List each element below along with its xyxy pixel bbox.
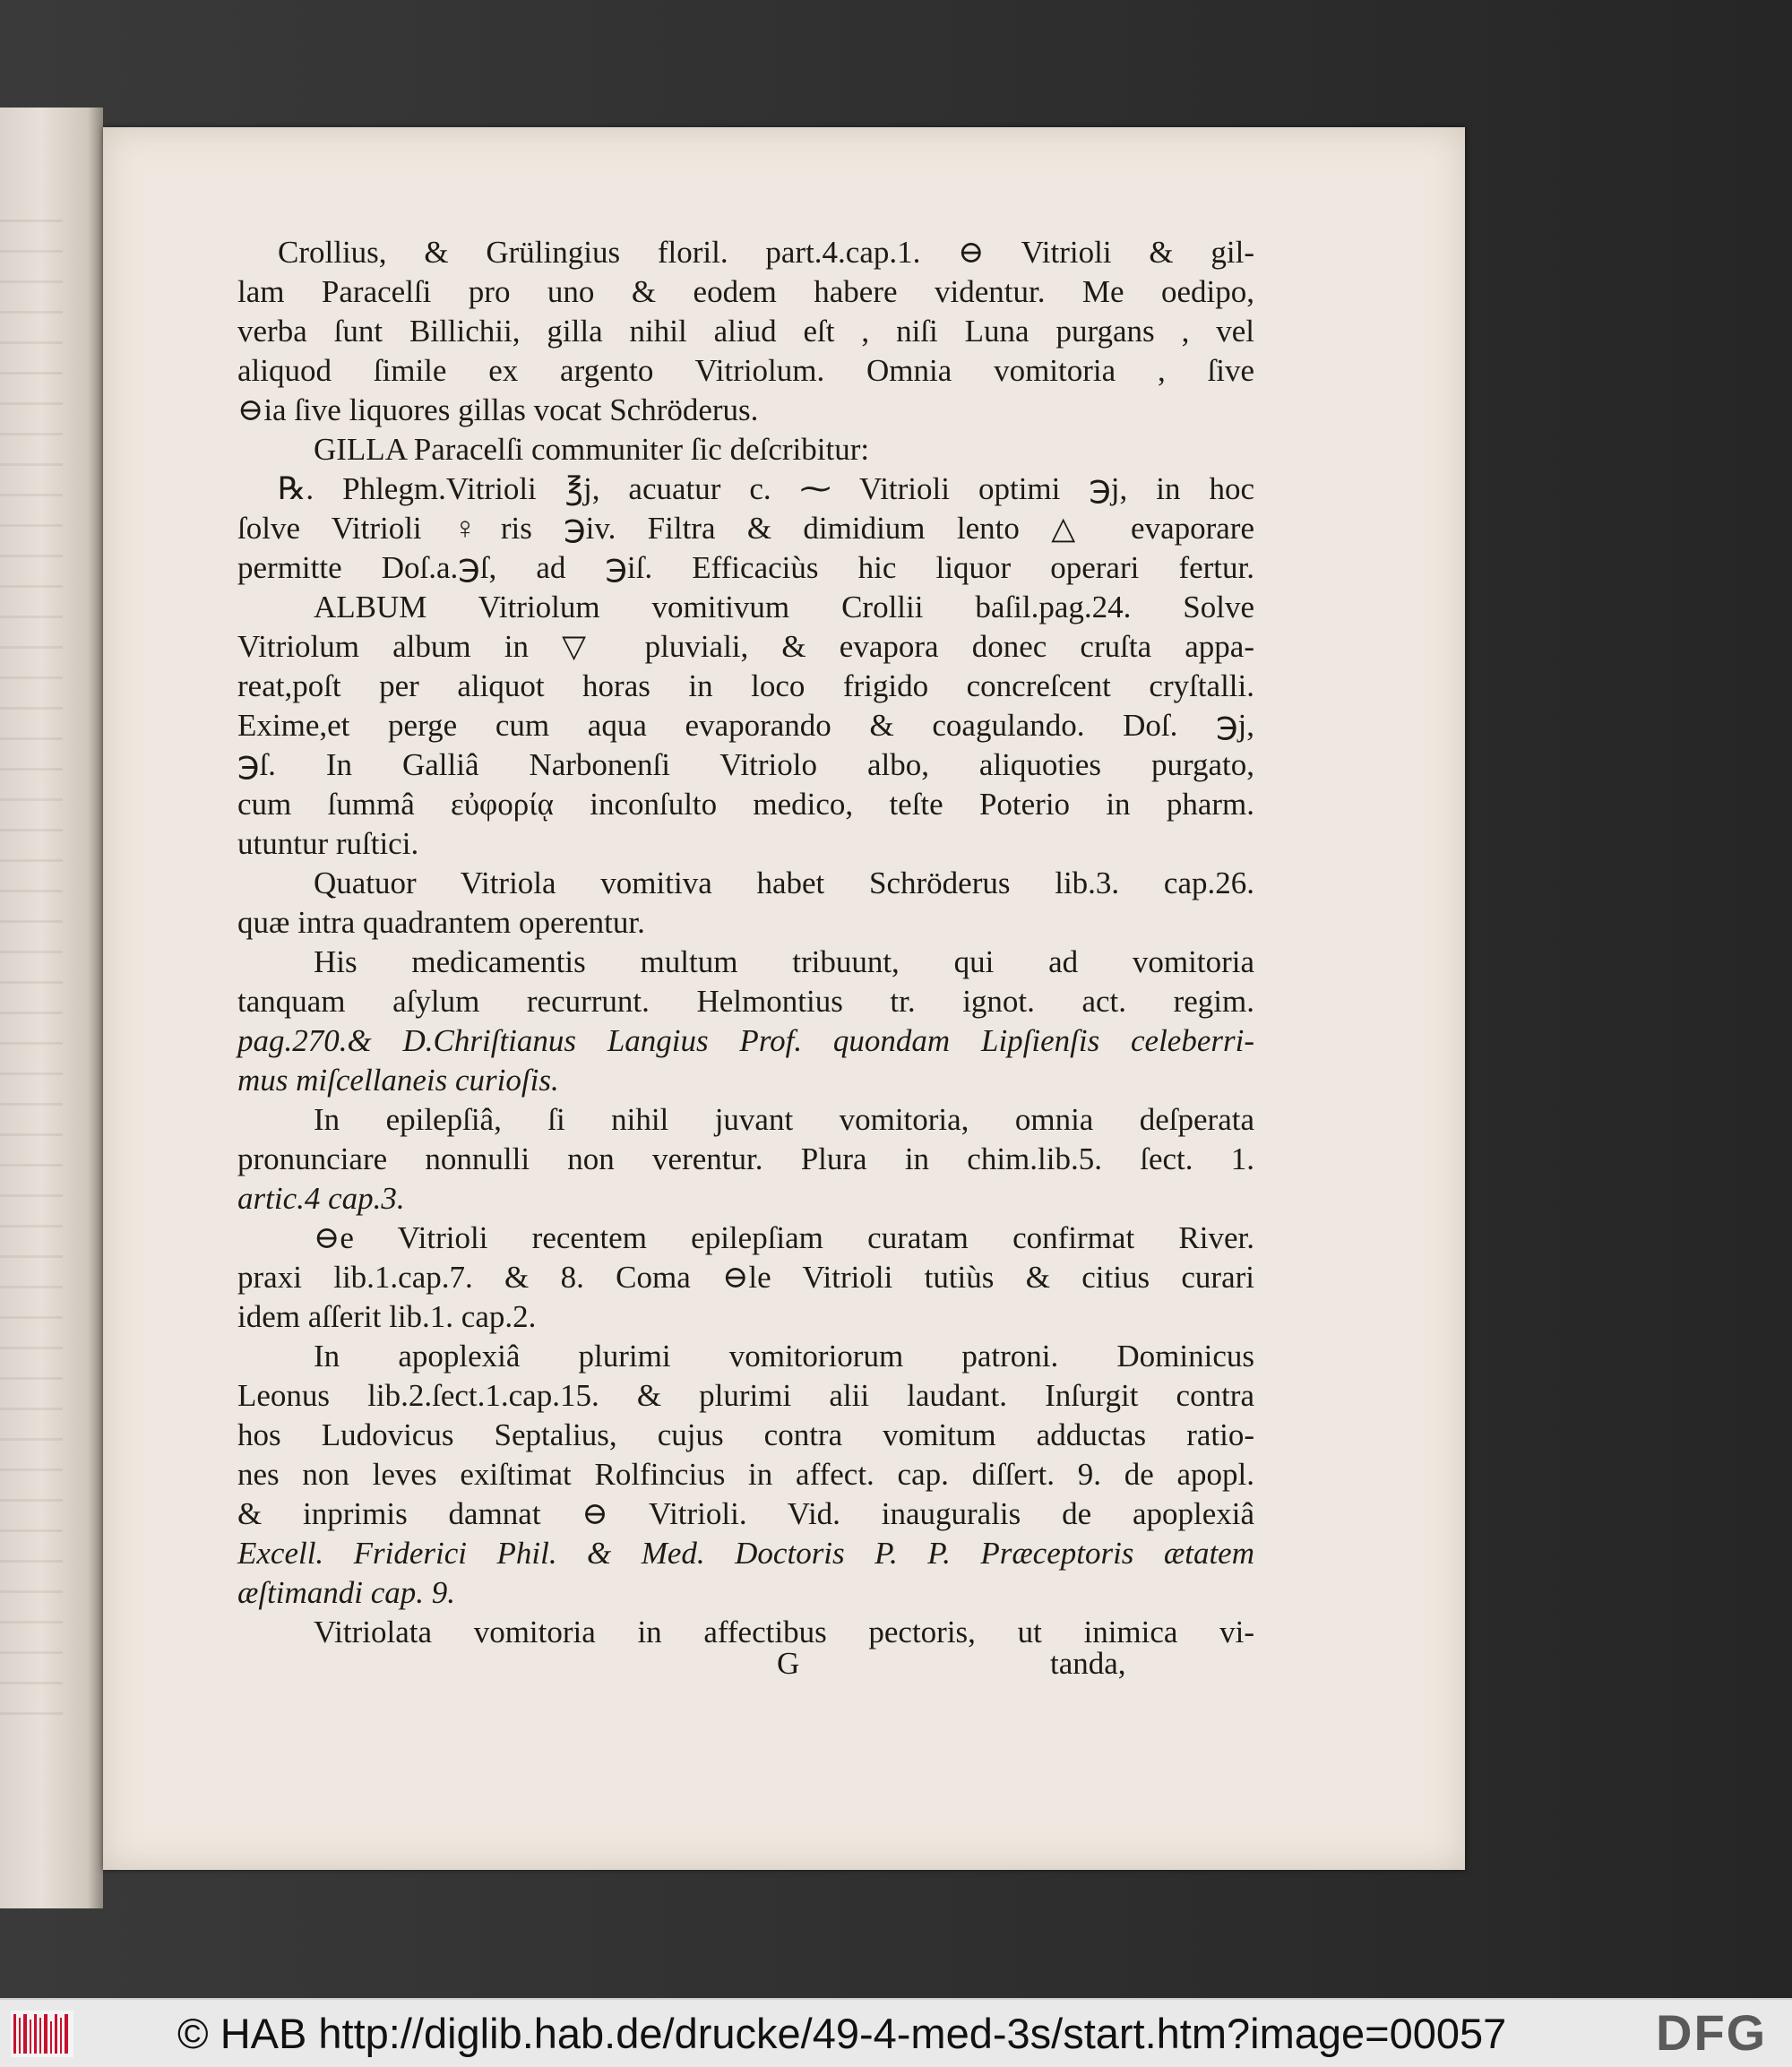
text-line: pag.270.& D.Chriſtianus Langius Prof. quondam Lipſienſis celeberri- (237, 1023, 1254, 1058)
text-line: utuntur ruſtici. (237, 826, 419, 861)
text-line: ⊖ia ſive liquores gillas vocat Schröderus. (237, 392, 759, 427)
copyright-url[interactable]: © HAB http://diglib.hab.de/drucke/49-4-med-3s/start.htm?image=00057 (177, 2010, 1507, 2057)
text-line: ℈ſ. In Galliâ Narbonenſi Vitriolo albo, aliquoties purgato, (237, 747, 1254, 782)
text-line: verba ſunt Billichii, gilla nihil aliud eſt , niſi Luna purgans , vel (237, 314, 1254, 349)
text-line: lam Paracelſi pro uno & eodem habere videntur. Me oedipo, (237, 274, 1254, 309)
catchword: tanda, (1050, 1646, 1126, 1681)
barcode-icon (11, 2011, 73, 2057)
text-line: His medicamentis multum tribuunt, qui ad vomitoria (314, 944, 1254, 979)
text-line: Vitriolum album in ▽ pluviali, & evapora donec cruſta appa- (237, 629, 1254, 664)
text-line: ſolve Vitrioli ♀ris ℈iv. Filtra & dimidium lento △ evaporare (237, 511, 1254, 546)
text-line: tanquam aſylum recurrunt. Helmontius tr. ignot. act. regim. (237, 984, 1254, 1019)
text-line: hos Ludovicus Septalius, cujus contra vomitum adductas ratio- (237, 1417, 1254, 1452)
text-line: ⊖e Vitrioli recentem epilepſiam curatam confirmat River. (314, 1220, 1254, 1255)
text-line: Vitriolata vomitoria in affectibus pectoris, ut inimica vi- (314, 1615, 1254, 1649)
text-line: pronunciare nonnulli non verentur. Plura in chim.lib.5. ſect. 1. (237, 1141, 1254, 1176)
text-line: & inprimis damnat ⊖ Vitrioli. Vid. inauguralis de apoplexiâ (237, 1496, 1254, 1531)
text-line: ℞. Phlegm.Vitrioli ℥j, acuatur c. ⁓ Vitrioli optimi ℈j, in hoc (278, 471, 1254, 506)
text-line: artic.4 cap.3. (237, 1181, 405, 1216)
text-line: nes non leves exiſtimat Rolfincius in affect. cap. diſſert. 9. de apopl. (237, 1457, 1254, 1492)
text-line: permitte Doſ.a.℈ſ, ad ℈iſ. Efficaciùs hic liquor operari fertur. (237, 550, 1254, 585)
text-line: Excell. Friderici Phil. & Med. Doctoris P. P. Præceptoris ætatem (237, 1536, 1254, 1571)
book-page (103, 127, 1465, 1870)
text-line: mus miſcellaneis curioſis. (237, 1063, 559, 1098)
left-page-bleed-through (0, 220, 63, 1743)
footer-bar (0, 1998, 1792, 2067)
text-line: Leonus lib.2.ſect.1.cap.15. & plurimi alii laudant. Inſurgit contra (237, 1378, 1254, 1413)
text-line: Quatuor Vitriola vomitiva habet Schröderus lib.3. cap.26. (314, 866, 1254, 900)
text-line: quæ intra quadrantem operentur. (237, 905, 645, 940)
text-line: Crollius, & Grülingius floril. part.4.cap.1. ⊖ Vitrioli & gil- (278, 235, 1254, 270)
text-line: In epilepſiâ, ſi nihil juvant vomitoria, omnia deſperata (314, 1102, 1254, 1137)
signature-mark: G (777, 1646, 800, 1681)
text-line: Exime,et perge cum aqua evaporando & coagulando. Doſ. ℈j, (237, 708, 1254, 743)
text-line: reat,poſt per aliquot horas in loco frigido concreſcent cryſtalli. (237, 668, 1254, 703)
text-line: cum ſummâ εὐφορίᾳ inconſulto medico, teſte Poterio in pharm. (237, 787, 1254, 822)
dfg-logo: DFG (1656, 2004, 1768, 2061)
text-line: GILLA Paracelſi communiter ſic deſcribitur: (314, 432, 870, 467)
text-line: ALBUM Vitriolum vomitivum Crollii baſil.pag.24. Solve (314, 590, 1254, 624)
page-text (237, 233, 1254, 1652)
text-line: praxi lib.1.cap.7. & 8. Coma ⊖le Vitrioli tutiùs & citius curari (237, 1260, 1254, 1295)
text-line: æſtimandi cap. 9. (237, 1575, 456, 1610)
text-line: idem aſſerit lib.1. cap.2. (237, 1299, 537, 1334)
text-line: In apoplexiâ plurimi vomitoriorum patroni. Dominicus (314, 1339, 1254, 1374)
text-line: aliquod ſimile ex argento Vitriolum. Omnia vomitoria , ſive (237, 353, 1254, 388)
